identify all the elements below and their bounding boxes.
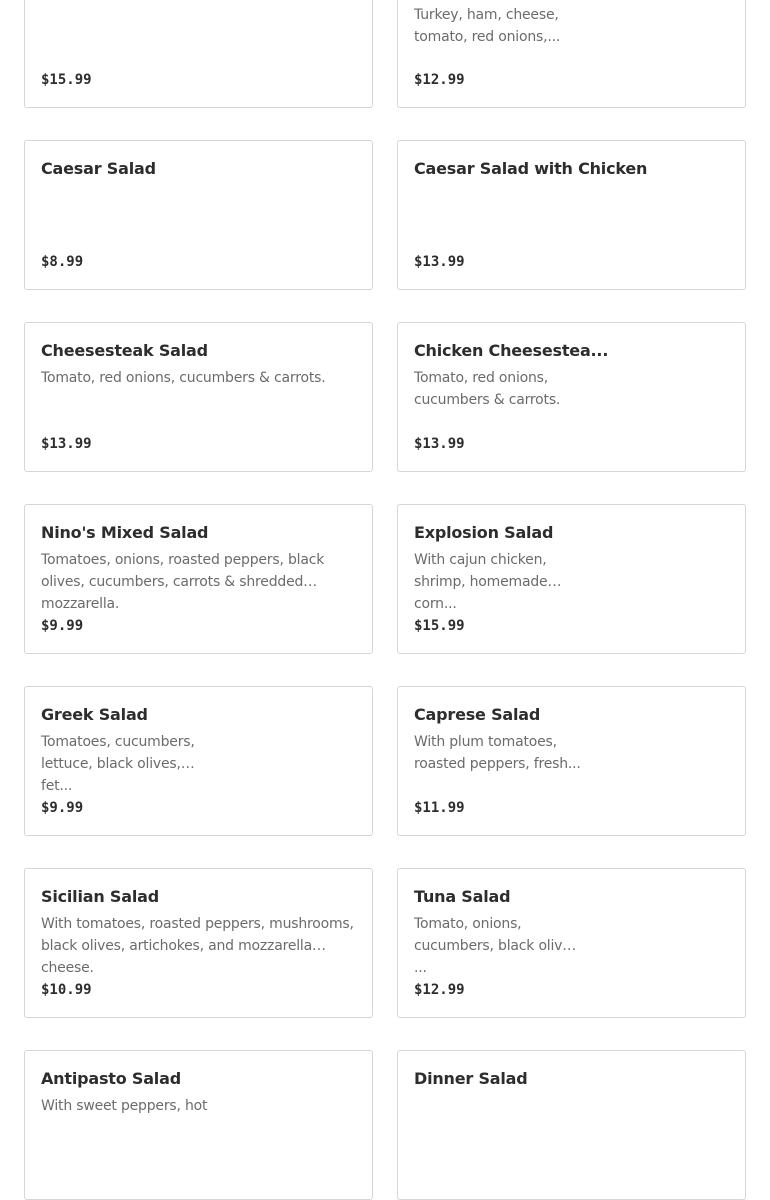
menu-item-name: Cheesesteak Salad bbox=[41, 341, 208, 360]
menu-item-price: $13.99 bbox=[414, 436, 465, 452]
menu-item-description: With sweet peppers, hot bbox=[41, 1098, 208, 1114]
menu-item-card[interactable] bbox=[24, 0, 373, 108]
menu-item-description: Tomatoes, cucumbers, lettuce, black olives, fet... bbox=[41, 734, 195, 794]
menu-item-price: $9.99 bbox=[41, 618, 84, 634]
menu-item-description: Tomato, onions, cucumbers, black olives ... bbox=[414, 916, 578, 976]
menu-item-card[interactable] bbox=[397, 504, 746, 654]
menu-item-card[interactable] bbox=[397, 686, 746, 836]
menu-item-card[interactable] bbox=[397, 140, 746, 290]
menu-item-name: Caesar Salad with Chicken bbox=[414, 159, 648, 178]
menu-item-price: $13.99 bbox=[414, 254, 465, 270]
menu-item-name: Dinner Salad bbox=[414, 1069, 528, 1088]
menu-item-card[interactable] bbox=[24, 322, 373, 472]
menu-item-name: Caprese Salad bbox=[414, 705, 541, 724]
menu-item-description: With cajun chicken, shrimp, homemade corn... bbox=[414, 552, 548, 612]
menu-item-card[interactable] bbox=[24, 1050, 373, 1200]
menu-item-card[interactable] bbox=[24, 140, 373, 290]
menu-item-card[interactable] bbox=[24, 686, 373, 836]
menu-item-name: Greek Salad bbox=[41, 705, 148, 724]
menu-item-description: Turkey, ham, cheese, tomato, red onions,... bbox=[414, 7, 561, 45]
menu-item-price: $15.99 bbox=[41, 72, 92, 88]
menu-item-price: $8.99 bbox=[41, 254, 84, 270]
menu-item-name: Sicilian Salad bbox=[41, 887, 159, 906]
menu-item-card[interactable] bbox=[397, 322, 746, 472]
menu-item-description: Tomatoes, onions, roasted peppers, black olives, cucumbers, carrots & shredded mozzarella. bbox=[41, 552, 325, 612]
menu-item-name: Antipasto Salad bbox=[41, 1069, 181, 1088]
menu-item-description: With plum tomatoes, roasted peppers, fresh... bbox=[414, 734, 581, 772]
menu-item-description: With tomatoes, roasted peppers, mushrooms, black olives, artichokes, and mozzarella cheese. bbox=[41, 916, 354, 976]
menu-item-name: Tuna Salad bbox=[414, 887, 511, 906]
menu-item-description: Tomato, red onions, cucumbers & carrots. bbox=[41, 370, 326, 386]
menu-item-name: Chicken Cheesestea... bbox=[414, 341, 609, 360]
menu-item-price: $12.99 bbox=[414, 982, 465, 998]
menu-item-price: $11.99 bbox=[414, 800, 465, 816]
menu-item-card[interactable] bbox=[24, 868, 373, 1018]
menu-item-price: $10.99 bbox=[41, 982, 92, 998]
menu-item-card[interactable] bbox=[24, 504, 373, 654]
menu-item-name: Explosion Salad bbox=[414, 523, 554, 542]
menu-item-price: $12.99 bbox=[414, 72, 465, 88]
menu-item-card[interactable] bbox=[397, 0, 746, 108]
menu-item-price: $15.99 bbox=[414, 618, 465, 634]
menu-item-price: $9.99 bbox=[41, 800, 84, 816]
menu-item-price: $13.99 bbox=[41, 436, 92, 452]
menu-item-card[interactable] bbox=[397, 868, 746, 1018]
menu-item-description: Tomato, red onions, cucumbers & carrots. bbox=[414, 370, 561, 408]
menu-item-name: Nino's Mixed Salad bbox=[41, 523, 209, 542]
menu-item-grid bbox=[24, 0, 746, 1200]
menu-item-card[interactable] bbox=[397, 1050, 746, 1200]
menu-item-name: Caesar Salad bbox=[41, 159, 156, 178]
